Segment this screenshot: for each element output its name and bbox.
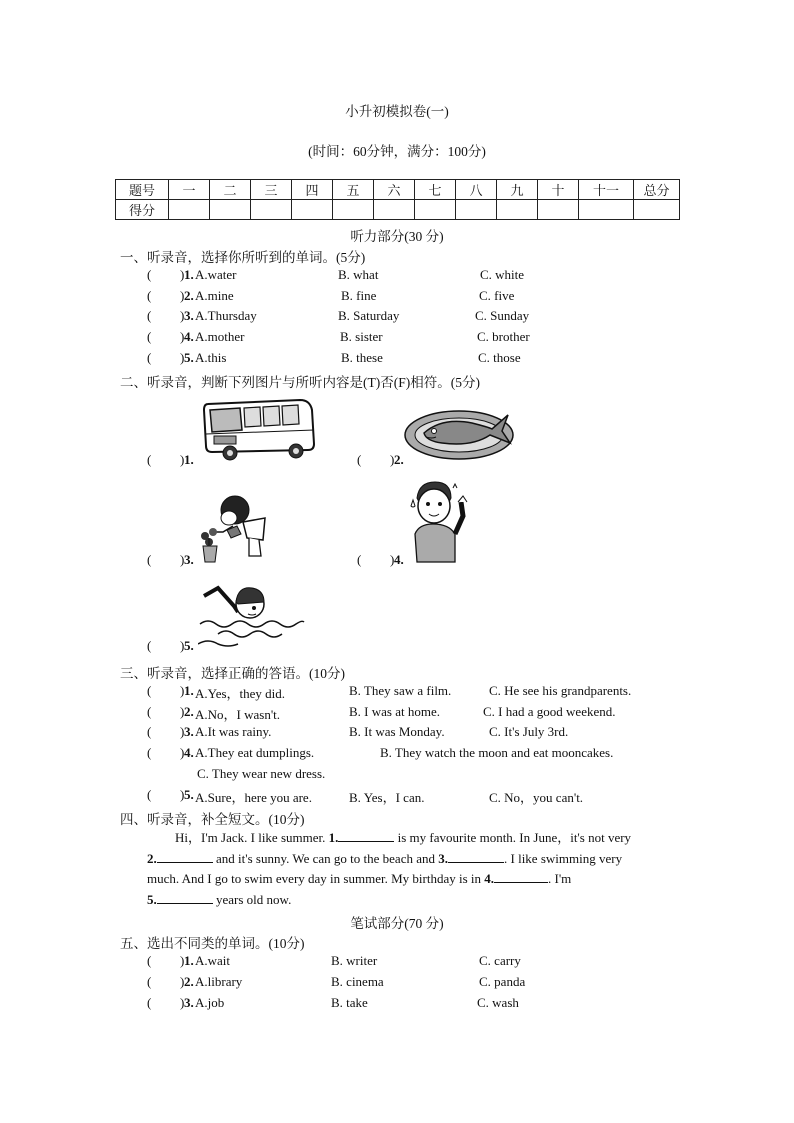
fill-blank[interactable] bbox=[494, 870, 548, 883]
question-number: 2. bbox=[184, 974, 194, 989]
question-row bbox=[147, 787, 707, 807]
question-row bbox=[147, 350, 707, 370]
score-cell[interactable] bbox=[415, 200, 456, 220]
table-cell: 得分 bbox=[116, 200, 169, 220]
answer-paren-close: ) bbox=[180, 638, 185, 653]
section-5-heading: 五、选出不同类的单词。(10分) bbox=[120, 936, 305, 951]
question-number: 5. bbox=[184, 787, 194, 802]
answer-paren-open[interactable]: ( bbox=[147, 308, 152, 323]
question-row bbox=[147, 995, 707, 1015]
answer-paren-close: ) bbox=[180, 995, 185, 1010]
question-row bbox=[147, 745, 707, 765]
option-b: B. what bbox=[338, 267, 379, 282]
question-number: 1. bbox=[184, 953, 194, 968]
option-c: C. five bbox=[479, 288, 515, 303]
option-a: A.water bbox=[195, 267, 237, 282]
score-cell[interactable] bbox=[538, 200, 579, 220]
question-number: 4. bbox=[184, 745, 194, 760]
answer-paren-open[interactable]: ( bbox=[357, 552, 362, 567]
passage-text: is my favourite month. In June，it's not very bbox=[394, 830, 632, 845]
question-number: 3. bbox=[184, 308, 194, 323]
table-cell: 九 bbox=[497, 180, 538, 200]
passage-text: . I like swimming very bbox=[504, 850, 623, 866]
blank-number: 4. bbox=[484, 871, 494, 887]
option-b: B. I was at home. bbox=[349, 704, 440, 719]
option-c: C. brother bbox=[477, 329, 530, 344]
table-cell: 六 bbox=[374, 180, 415, 200]
answer-paren-open[interactable]: ( bbox=[147, 288, 152, 303]
option-a: A.No，I wasn't. bbox=[195, 707, 281, 722]
answer-paren-open[interactable]: ( bbox=[147, 267, 152, 282]
section-3-heading: 三、听录音，选择正确的答语。(10分) bbox=[120, 666, 345, 681]
answer-paren-open[interactable]: ( bbox=[147, 350, 152, 365]
option-b: B. fine bbox=[341, 288, 377, 303]
option-c: C. He see his grandparents. bbox=[489, 683, 632, 698]
answer-paren-close: ) bbox=[180, 704, 185, 719]
picture-question-row bbox=[147, 638, 707, 658]
question-number: 2. bbox=[184, 704, 194, 719]
table-cell: 三 bbox=[251, 180, 292, 200]
answer-paren-open[interactable]: ( bbox=[147, 787, 152, 802]
table-cell: 四 bbox=[292, 180, 333, 200]
option-a: A.wait bbox=[195, 953, 231, 968]
answer-paren-close: ) bbox=[180, 308, 185, 323]
option-a: A.this bbox=[195, 350, 227, 365]
option-b: B. sister bbox=[340, 329, 383, 344]
answer-paren-close: ) bbox=[180, 787, 185, 802]
question-row bbox=[147, 267, 707, 287]
option-c: C. carry bbox=[479, 953, 521, 968]
answer-paren-close: ) bbox=[180, 683, 185, 698]
question-number: 3. bbox=[184, 724, 194, 739]
score-cell[interactable] bbox=[292, 200, 333, 220]
question-number: 1. bbox=[184, 267, 194, 282]
score-cell[interactable] bbox=[456, 200, 497, 220]
answer-paren-close: ) bbox=[180, 953, 185, 968]
option-b: B. writer bbox=[331, 953, 378, 968]
option-b: B. cinema bbox=[331, 974, 384, 989]
option-b: B. They saw a film. bbox=[349, 683, 452, 698]
answer-paren-open[interactable]: ( bbox=[147, 638, 152, 653]
passage-text: much. And I go to swim every day in summer. My birthday is in bbox=[147, 871, 485, 887]
answer-paren-close: ) bbox=[180, 974, 185, 989]
question-number: 1. bbox=[184, 683, 194, 698]
table-cell: 七 bbox=[415, 180, 456, 200]
answer-paren-open[interactable]: ( bbox=[147, 683, 152, 698]
score-cell[interactable] bbox=[169, 200, 210, 220]
answer-paren-open[interactable]: ( bbox=[147, 724, 152, 739]
blank-number: 5. bbox=[147, 892, 157, 908]
answer-paren-close: ) bbox=[390, 452, 395, 467]
question-number: 3. bbox=[184, 552, 194, 567]
score-cell[interactable] bbox=[374, 200, 415, 220]
answer-paren-close: ) bbox=[180, 267, 185, 282]
table-cell: 一 bbox=[169, 180, 210, 200]
score-cell[interactable] bbox=[634, 200, 680, 220]
option-a: A.Yes，they did. bbox=[195, 686, 286, 701]
exam-info: (时间：60分钟，满分：100分) bbox=[308, 144, 486, 159]
option-b: B. Yes，I can. bbox=[349, 790, 425, 805]
question-row-continued bbox=[147, 766, 707, 786]
passage-text: and it's sunny. We can go to the beach and bbox=[212, 850, 439, 866]
question-row bbox=[147, 704, 707, 724]
blank-number: 3. bbox=[438, 850, 448, 866]
table-cell: 十一 bbox=[579, 180, 634, 200]
answer-paren-open[interactable]: ( bbox=[147, 704, 152, 719]
page-title: 小升初模拟卷(一) bbox=[345, 104, 449, 119]
score-table-score-row bbox=[116, 200, 680, 220]
score-cell[interactable] bbox=[251, 200, 292, 220]
option-a: A.job bbox=[195, 995, 225, 1010]
cloze-line bbox=[147, 849, 675, 870]
table-cell: 八 bbox=[456, 180, 497, 200]
score-cell[interactable] bbox=[579, 200, 634, 220]
passage-text: . I'm bbox=[548, 871, 572, 887]
option-a: A.Thursday bbox=[195, 308, 257, 323]
written-part-heading: 笔试部分(70 分) bbox=[350, 916, 444, 931]
score-cell[interactable] bbox=[497, 200, 538, 220]
question-row bbox=[147, 308, 707, 328]
option-c: C. panda bbox=[479, 974, 526, 989]
score-table-header-row bbox=[116, 180, 680, 200]
question-number: 2. bbox=[184, 288, 194, 303]
section-4-heading: 四、听录音，补全短文。(10分) bbox=[120, 812, 305, 827]
answer-paren-open[interactable]: ( bbox=[147, 552, 152, 567]
question-number: 2. bbox=[394, 452, 404, 467]
option-c: C. those bbox=[478, 350, 521, 365]
fill-blank[interactable] bbox=[157, 891, 213, 904]
question-row bbox=[147, 683, 707, 703]
blank-number: 2. bbox=[147, 850, 157, 866]
cloze-line bbox=[147, 869, 675, 890]
question-number: 4. bbox=[394, 552, 404, 567]
question-number: 5. bbox=[184, 350, 194, 365]
option-a: A.library bbox=[195, 974, 243, 989]
option-a: A.Sure，here you are. bbox=[195, 790, 312, 805]
table-cell: 五 bbox=[333, 180, 374, 200]
answer-paren-open[interactable]: ( bbox=[147, 995, 152, 1010]
question-number: 4. bbox=[184, 329, 194, 344]
answer-paren-open[interactable]: ( bbox=[147, 745, 152, 760]
answer-paren-close: ) bbox=[390, 552, 395, 567]
option-a: A.They eat dumplings. bbox=[195, 745, 315, 760]
option-a: A.It was rainy. bbox=[195, 724, 272, 739]
answer-paren-close: ) bbox=[180, 329, 185, 344]
question-row bbox=[147, 329, 707, 349]
option-c: C. Sunday bbox=[475, 308, 530, 323]
question-number: 5. bbox=[184, 638, 194, 653]
answer-paren-close: ) bbox=[180, 288, 185, 303]
passage-text: years old now. bbox=[212, 892, 292, 908]
option-c: C. It's July 3rd. bbox=[489, 724, 569, 739]
option-b: B. these bbox=[341, 350, 383, 365]
picture-question-row bbox=[147, 552, 707, 572]
fill-blank[interactable] bbox=[157, 850, 213, 863]
passage-text: Hi，I'm Jack. I like summer. bbox=[175, 830, 329, 845]
cloze-line bbox=[147, 890, 675, 911]
table-cell: 十 bbox=[538, 180, 579, 200]
option-c: C. white bbox=[480, 267, 525, 282]
fill-blank[interactable] bbox=[448, 850, 504, 863]
blank-number: 1. bbox=[328, 830, 339, 845]
answer-paren-close: ) bbox=[180, 350, 185, 365]
answer-paren-open[interactable]: ( bbox=[147, 452, 152, 467]
section-1-heading: 一、听录音，选择你所听到的单词。(5分) bbox=[120, 250, 366, 265]
answer-paren-close: ) bbox=[180, 724, 185, 739]
question-row bbox=[147, 288, 707, 308]
option-a: A.mother bbox=[195, 329, 245, 344]
answer-paren-open[interactable]: ( bbox=[147, 974, 152, 989]
answer-paren-open[interactable]: ( bbox=[147, 953, 152, 968]
option-c: C. They wear new dress. bbox=[197, 766, 326, 781]
score-table bbox=[115, 179, 680, 220]
table-cell: 总分 bbox=[634, 180, 680, 200]
answer-paren-open[interactable]: ( bbox=[357, 452, 362, 467]
option-b: B. Saturday bbox=[338, 308, 400, 323]
question-row bbox=[147, 953, 707, 973]
picture-question-row bbox=[147, 452, 707, 472]
table-cell: 题号 bbox=[116, 180, 169, 200]
cloze-passage bbox=[147, 828, 675, 911]
answer-paren-close: ) bbox=[180, 452, 185, 467]
table-cell: 二 bbox=[210, 180, 251, 200]
answer-paren-close: ) bbox=[180, 745, 185, 760]
option-c: C. No，you can't. bbox=[489, 790, 584, 805]
question-number: 3. bbox=[184, 995, 194, 1010]
question-number: 1. bbox=[184, 452, 194, 467]
option-c: C. wash bbox=[477, 995, 519, 1010]
answer-paren-open[interactable]: ( bbox=[147, 329, 152, 344]
fill-blank[interactable] bbox=[338, 829, 394, 842]
listening-part-heading: 听力部分(30 分) bbox=[350, 229, 444, 244]
option-b: B. take bbox=[331, 995, 368, 1010]
score-cell[interactable] bbox=[210, 200, 251, 220]
score-cell[interactable] bbox=[333, 200, 374, 220]
option-a: A.mine bbox=[195, 288, 234, 303]
section-2-heading: 二、听录音，判断下列图片与所听内容是(T)否(F)相符。(5分) bbox=[120, 375, 480, 390]
option-b: B. They watch the moon and eat mooncakes. bbox=[380, 745, 614, 760]
option-c: C. I had a good weekend. bbox=[483, 704, 616, 719]
answer-paren-close: ) bbox=[180, 552, 185, 567]
cloze-line bbox=[147, 828, 675, 849]
question-row bbox=[147, 724, 707, 744]
question-row bbox=[147, 974, 707, 994]
option-b: B. It was Monday. bbox=[349, 724, 445, 739]
